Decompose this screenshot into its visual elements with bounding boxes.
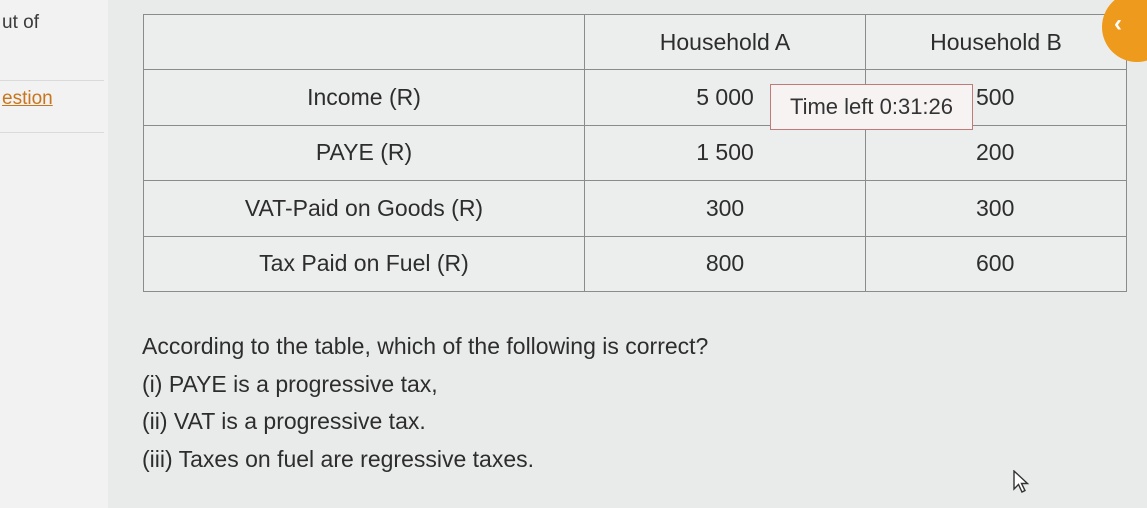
table-header-row xyxy=(144,15,1127,70)
row-label: PAYE (R) xyxy=(144,125,585,180)
household-b-value: 600 xyxy=(866,236,1127,291)
row-label: VAT-Paid on Goods (R) xyxy=(144,181,585,236)
household-a-value: 1 500 xyxy=(585,125,866,180)
household-b-value: 300 xyxy=(866,181,1127,236)
divider xyxy=(0,132,104,133)
household-a-value: 5 000 xyxy=(585,70,866,125)
household-tax-table xyxy=(143,14,1127,292)
table-header-household-b: Household B xyxy=(866,15,1127,70)
table-row xyxy=(144,181,1127,236)
divider xyxy=(0,80,104,81)
table-header-household-a: Household A xyxy=(585,15,866,70)
table-header-empty xyxy=(144,15,585,70)
household-b-value: 500 xyxy=(866,70,1127,125)
flag-question-link[interactable]: estion xyxy=(2,88,53,109)
table-row xyxy=(144,70,1127,125)
question-prompt: According to the table, which of the following is correct? xyxy=(142,333,709,359)
table-row xyxy=(144,236,1127,291)
statement-2: (ii) VAT is a progressive tax. xyxy=(142,408,426,434)
statement-3: (iii) Taxes on fuel are regressive taxes. xyxy=(142,445,535,472)
left-panel xyxy=(0,0,108,508)
row-label: Income (R) xyxy=(144,70,585,125)
statement-1: (i) PAYE is a progressive tax, xyxy=(142,370,438,397)
household-b-value: 200 xyxy=(866,125,1127,180)
row-label: Tax Paid on Fuel (R) xyxy=(144,236,585,291)
chevron-left-icon: ‹ xyxy=(1114,10,1122,37)
household-a-value: 300 xyxy=(585,181,866,236)
table-row xyxy=(144,125,1127,180)
question-count-label: ut of xyxy=(2,12,39,33)
time-left-timer: Time left 0:31:26 xyxy=(770,84,973,130)
household-a-value: 800 xyxy=(585,236,866,291)
question-text xyxy=(142,328,708,478)
